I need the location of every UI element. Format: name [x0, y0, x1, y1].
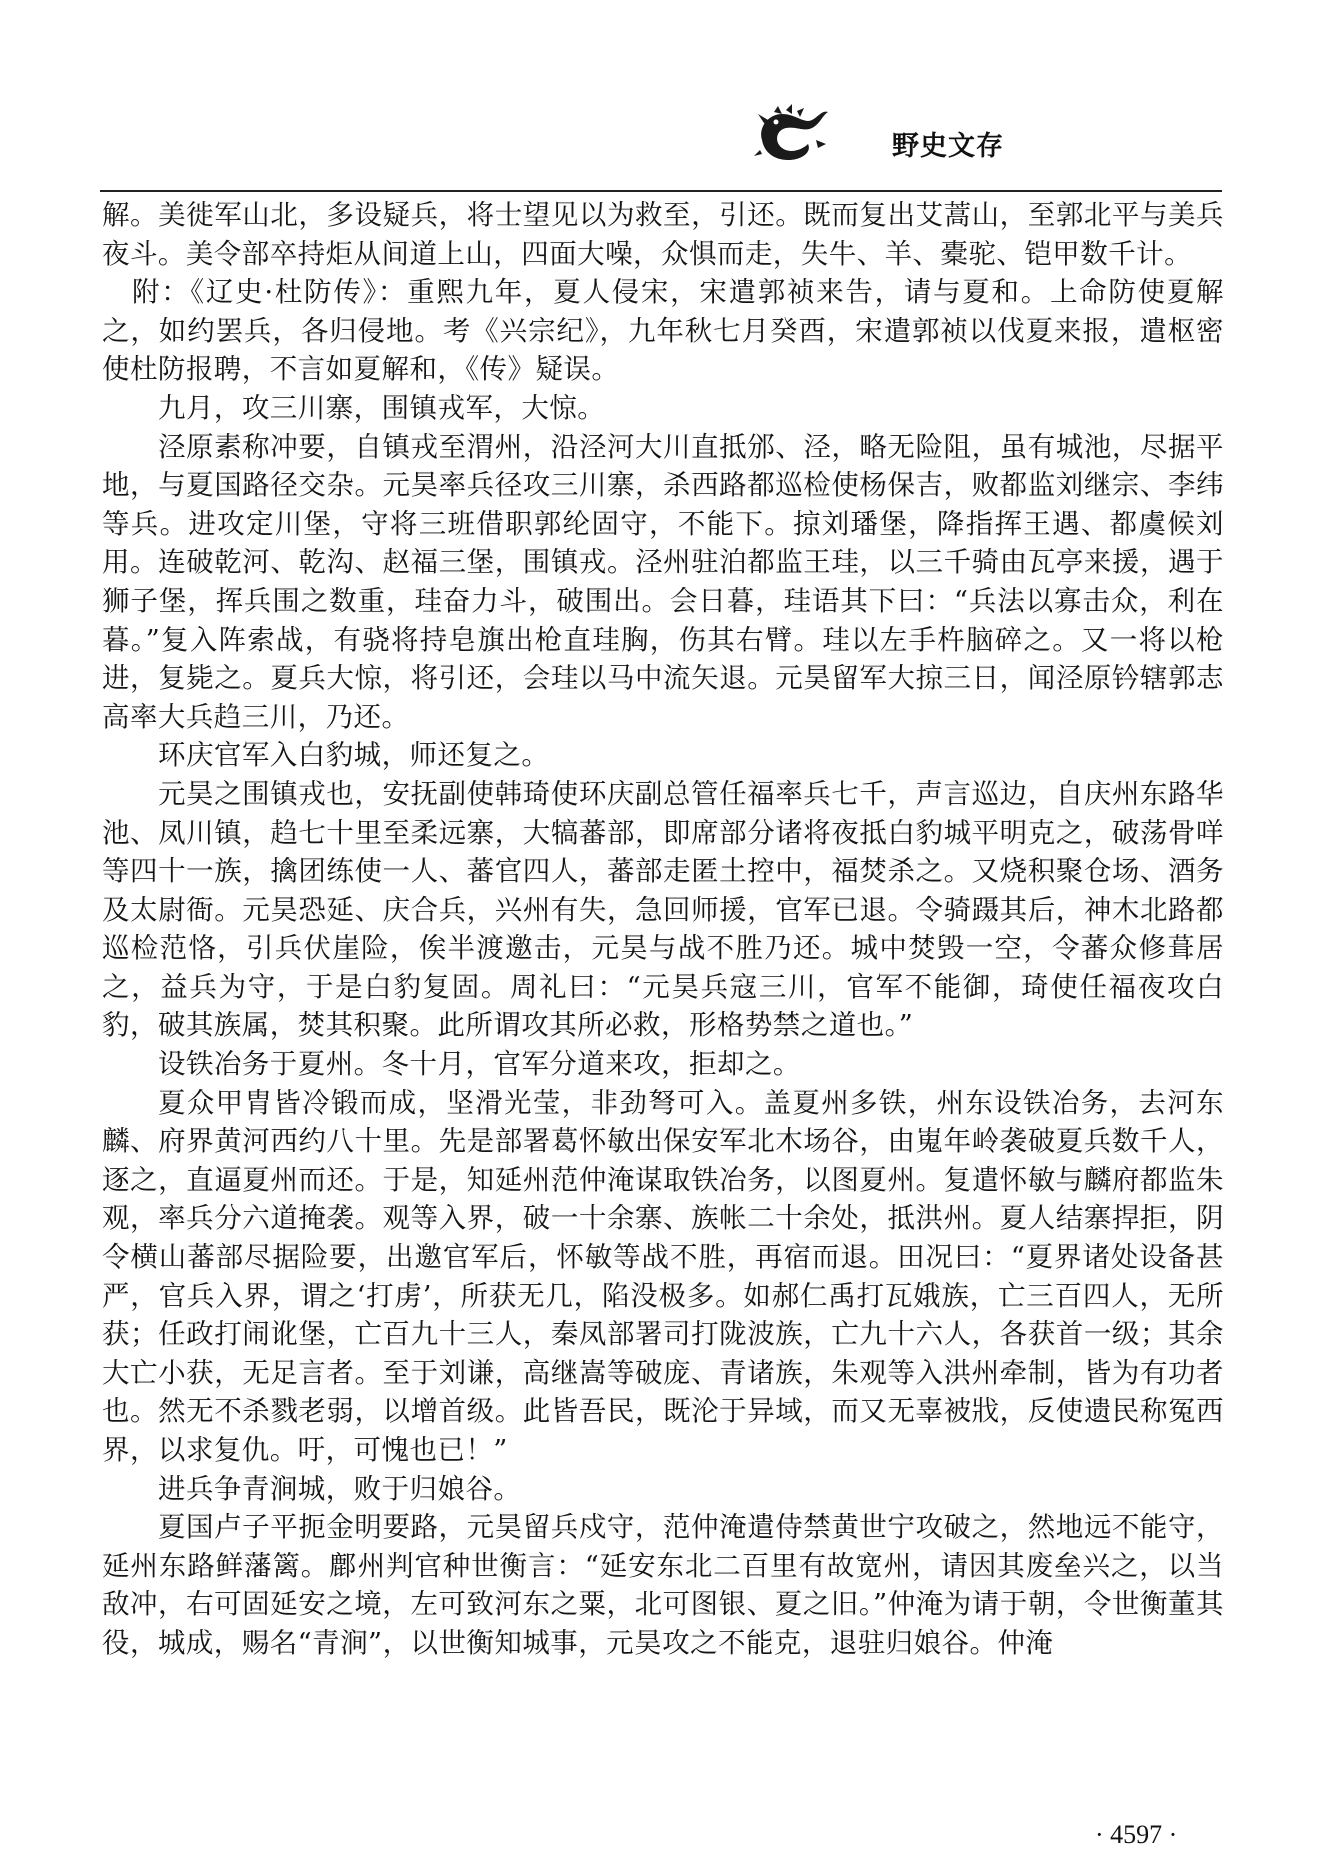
series-title: 野史文存: [892, 131, 1004, 162]
dragon-icon: [752, 100, 832, 164]
paragraph: 夏国卢子平扼金明要路，元昊留兵戍守，范仲淹遣侍禁黄世宁攻破之，然地远不能守，延州东路鲜藩篱。鄜州判官种世衡言：“延安东北二百里有故宽州，请因其废垒兴之，以当敌冲，右可固延安之境，左可致河东之粟，北可图银、夏之旧。”仲淹为请于朝，令世衡董其役，城成，赐名“青涧”，以世衡知城事，元昊攻之不能克，退驻归娘谷。仲淹: [102, 1511, 1224, 1659]
paragraph-heading: 设铁冶务于夏州。冬十月，官军分道来攻，拒却之。: [158, 1048, 801, 1081]
header-rule: [100, 190, 1222, 192]
paragraph-note: 附：《辽史·杜防传》：重熙九年，夏人侵宋，宋遣郭祯来告，请与夏和。上命防使夏解之，如约罢兵，各归侵地。考《兴宗纪》，九年秋七月癸酉，宋遣郭祯以伐夏来报，遣枢密使杜防报聘，不言如夏解和，《传》疑误。: [102, 276, 1224, 386]
running-header: [752, 100, 1222, 164]
page-number: · 4597 ·: [1095, 1820, 1178, 1849]
paragraph: 夏众甲胄皆冷锻而成，坚滑光莹，非劲弩可入。盖夏州多铁，州东设铁冶务，去河东麟、府界黄河西约八十里。先是部署葛怀敏出保安军北木场谷，由嵬年岭袭破夏兵数千人，逐之，直逼夏州而还。于是，知延州范仲淹谋取铁冶务，以图夏州。复遣怀敏与麟府都监朱观，率兵分六道掩袭。观等入界，破一十余寨、族帐二十余处，抵洪州。夏人结寨捍拒，阴令横山蕃部尽据险要，出邀官军后，怀敏等战不胜，再宿而退。田况曰：“夏界诸处设备甚严，官兵入界，谓之‘打虏’，所获无几，陷没极多。如郝仁禹打瓦娥族，亡三百四人，无所获；任政打闹讹堡，亡百九十三人，秦凤部署司打陇波族，亡九十六人，各获首一级；其余大亡小获，无足言者。至于刘谦，高继嵩等破庞、青诸族，朱观等入洪州牵制，皆为有功者也。然无不杀戮老弱，以增首级。此皆吾民，既沦于异域，而又无辜被戕，反使遗民称冤西界，以求复仇。吁，可愧也已！”: [102, 1086, 1224, 1466]
paragraph: 泾原素称冲要，自镇戎至渭州，沿泾河大川直抵邠、泾，略无险阻，虽有城池，尽据平地，与夏国路径交杂。元昊率兵径攻三川寨，杀西路都巡检使杨保吉，败都监刘继宗、李纬等兵。进攻定川堡，守将三班借职郭纶固守，不能下。掠刘璠堡，降指挥王遇、都虞候刘用。连破乾河、乾沟、赵福三堡，围镇戎。泾州驻泊都监王珪，以三千骑由瓦亭来援，遇于狮子堡，挥兵围之数重，珪奋力斗，破围出。会日暮，珪语其下曰：“兵法以寡击众，利在暮。”复入阵索战，有骁将持皂旗出枪直珪胸，伤其右臂。珪以左手杵脑碎之。又一将以枪进，复毙之。夏兵大惊，将引还，会珪以马中流矢退。元昊留军大掠三日，闻泾原钤辖郭志高率大兵趋三川，乃还。: [102, 430, 1224, 733]
paragraph: 元昊之围镇戎也，安抚副使韩琦使环庆副总管任福率兵七千，声言巡边，自庆州东路华池、凤川镇，趋七十里至柔远寨，大犒蕃部，即席部分诸将夜抵白豹城平明克之，破荡骨咩等四十一族，擒团练使一人、蕃官四人，蕃部走匿土控中，福焚杀之。又烧积聚仓场、酒务及太尉衙。元昊恐延、庆合兵，兴州有失，急回师援，官军已退。令骑蹑其后，神木北路都巡检范恪，引兵伏崖险，俟半渡邀击，元昊与战不胜乃还。城中焚毁一空，令蕃众修葺居之，益兵为守，于是白豹复固。周礼曰：“元昊兵寇三川，官军不能御，琦使任福夜攻白豹，破其族属，焚其积聚。此所谓攻其所必救，形格势禁之道也。”: [102, 777, 1224, 1042]
paragraph-heading: 环庆官军入白豹城，师还复之。: [158, 739, 550, 772]
paragraph-heading: 进兵争青涧城，败于归娘谷。: [158, 1472, 522, 1505]
paragraph-heading: 九月，攻三川寨，围镇戎军，大惊。: [158, 391, 606, 424]
body-text: [102, 196, 1224, 1663]
paragraph: 解。美徙军山北，多设疑兵，将士望见以为救至，引还。既而复出艾蒿山，至郭北平与美兵夜斗。美令部卒持炬从间道上山，四面大噪，众惧而走，失牛、羊、橐驼、铠甲数千计。: [102, 199, 1224, 270]
